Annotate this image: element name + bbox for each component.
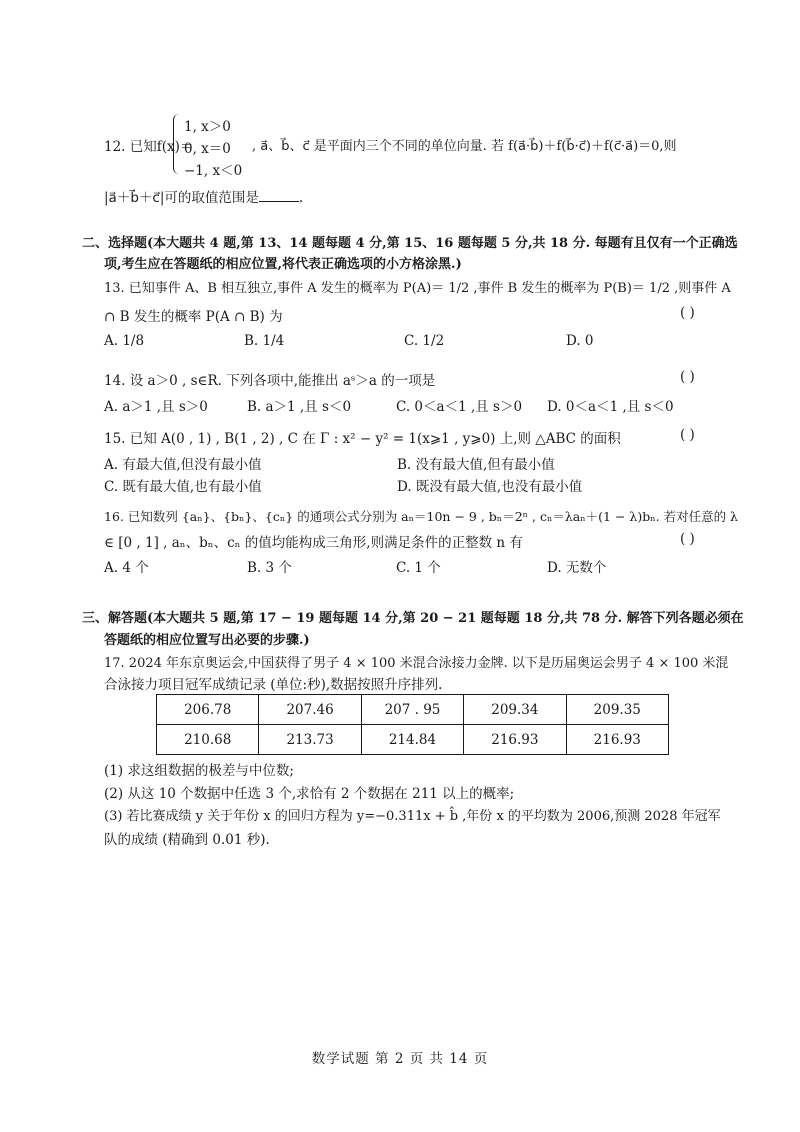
q12-case-3: −1, x＜0: [184, 163, 243, 179]
table-cell: 216.93: [464, 725, 566, 755]
q16-option-d: D. 无数个: [547, 560, 607, 576]
q14-option-c: C. 0＜a＜1 ,且 s＞0: [396, 399, 523, 415]
table-row: [157, 725, 669, 755]
table-cell: 213.73: [259, 725, 361, 755]
table-cell: 209.34: [464, 695, 566, 725]
q14-option-a: A. a＞1 ,且 s＞0: [104, 399, 208, 415]
q17-line2: 合泳接力项目冠军成绩记录 (单位:秒),数据按照升序排列.: [104, 677, 443, 693]
q15-option-c: C. 既有最大值,也有最小值: [104, 479, 262, 495]
q12-piecewise-brace: [173, 114, 181, 174]
q16-option-c: C. 1 个: [396, 560, 441, 576]
q15-option-a: A. 有最大值,但没有最小值: [104, 457, 262, 473]
q16-line2: ∈ [0 , 1] , aₙ、bₙ、cₙ 的值均能构成三角形,则满足条件的正整数 n 有: [104, 535, 523, 551]
section2-heading-line2: 项,考生应在答题纸的相应位置,将代表正确选项的小方格涂黑.): [104, 257, 462, 272]
q16-option-a: A. 4 个: [104, 560, 149, 576]
q12-case-1: 1, x＞0: [184, 119, 231, 135]
q17-subquestion-1: (1) 求这组数据的极差与中位数;: [104, 763, 294, 779]
table-cell: 207 . 95: [361, 695, 463, 725]
table-cell: 206.78: [157, 695, 259, 725]
section3-heading-line2: 答题纸的相应位置写出必要的步骤.): [104, 633, 310, 648]
q15-answer-paren: ( ): [680, 427, 695, 443]
q16-option-b: B. 3 个: [247, 560, 292, 576]
q12-question-line2: [104, 186, 303, 206]
page-footer: 数学试题 第 2 页 共 14 页: [311, 1051, 489, 1067]
table-cell: 216.93: [566, 725, 668, 755]
section2-heading-line1: 二、选择题(本大题共 4 题,第 13、14 题每题 4 分,第 15、16 题每题 5 分,共 18 分. 每题有且仅有一个正确选: [82, 236, 738, 251]
q13-option-d: D. 0: [566, 333, 594, 349]
q12-case-2: 0, x＝0: [184, 141, 231, 157]
q13-line1: 13. 已知事件 A、B 相互独立,事件 A 发生的概率为 P(A)＝ 1/2 ,事件 B 发生的概率为 P(B)＝ 1/2 ,则事件 A: [104, 281, 731, 296]
q13-option-b: B. 1/4: [244, 333, 285, 349]
q17-subquestion-3-line1: (3) 若比赛成绩 y 关于年份 x 的回归方程为 y=−0.311x + b̂ ,年份 x 的平均数为 2006,预测 2028 年冠军: [104, 809, 721, 824]
q16-answer-paren: ( ): [680, 531, 695, 547]
q17-subquestion-3-line2: 队的成绩 (精确到 0.01 秒).: [104, 832, 270, 848]
q12-condition: , a⃗、b⃗、c⃗ 是平面内三个不同的单位向量. 若 f(a⃗·b⃗)＋f(b⃗·c⃗)＋f(c⃗·a⃗)＝0,则: [252, 139, 677, 154]
q12-prefix: 12. 已知f(x)＝: [104, 139, 194, 155]
q17-line1: 17. 2024 年东京奥运会,中国获得了男子 4 × 100 米混合泳接力金牌. 以下是历届奥运会男子 4 × 100 米混: [104, 656, 729, 671]
q14-answer-paren: ( ): [680, 369, 695, 385]
table-cell: 214.84: [361, 725, 463, 755]
q14-option-b: B. a＞1 ,且 s＜0: [247, 399, 352, 415]
q12-line2-suffix: .: [298, 190, 304, 206]
section3-heading-line1: 三、解答题(本大题共 5 题,第 17 − 19 题每题 14 分,第 20 − 21 题每题 18 分,共 78 分. 解答下列各题必须在: [82, 611, 744, 626]
q13-answer-paren: ( ): [680, 305, 695, 321]
q12-answer-blank: [259, 189, 299, 202]
q16-line1: 16. 已知数列 {aₙ}、{bₙ}、{cₙ} 的通项公式分别为 aₙ＝10n − 9 , bₙ＝2ⁿ , cₙ＝λaₙ＋(1 − λ)bₙ. 若对任意的 λ: [104, 509, 738, 524]
q15-option-d: D. 既没有最大值,也没有最小值: [397, 479, 583, 495]
q17-subquestion-2: (2) 从这 10 个数据中任选 3 个,求恰有 2 个数据在 211 以上的概率;: [104, 786, 515, 802]
table-cell: 207.46: [259, 695, 361, 725]
q13-option-c: C. 1/2: [404, 333, 445, 349]
q15-line1: 15. 已知 A(0 , 1) , B(1 , 2) , C 在 Γ : x² − y² = 1(x⩾1 , y⩾0) 上,则 △ABC 的面积: [104, 431, 621, 447]
table-row: [157, 695, 669, 725]
q14-option-d: D. 0＜a＜1 ,且 s＜0: [547, 399, 674, 415]
q17-data-table: [156, 694, 669, 755]
q14-line1: 14. 设 a＞0 , s∈R. 下列各项中,能推出 aˢ＞a 的一项是: [104, 373, 436, 389]
q13-option-a: A. 1/8: [104, 333, 145, 349]
q15-option-b: B. 没有最大值,但有最小值: [397, 457, 555, 473]
table-cell: 209.35: [566, 695, 668, 725]
q13-line2: ∩ B 发生的概率 P(A ∩ B) 为: [104, 309, 283, 325]
q12-line2-prefix: |a⃗＋b⃗＋c⃗|可的取值范围是: [104, 190, 259, 206]
table-cell: 210.68: [157, 725, 259, 755]
